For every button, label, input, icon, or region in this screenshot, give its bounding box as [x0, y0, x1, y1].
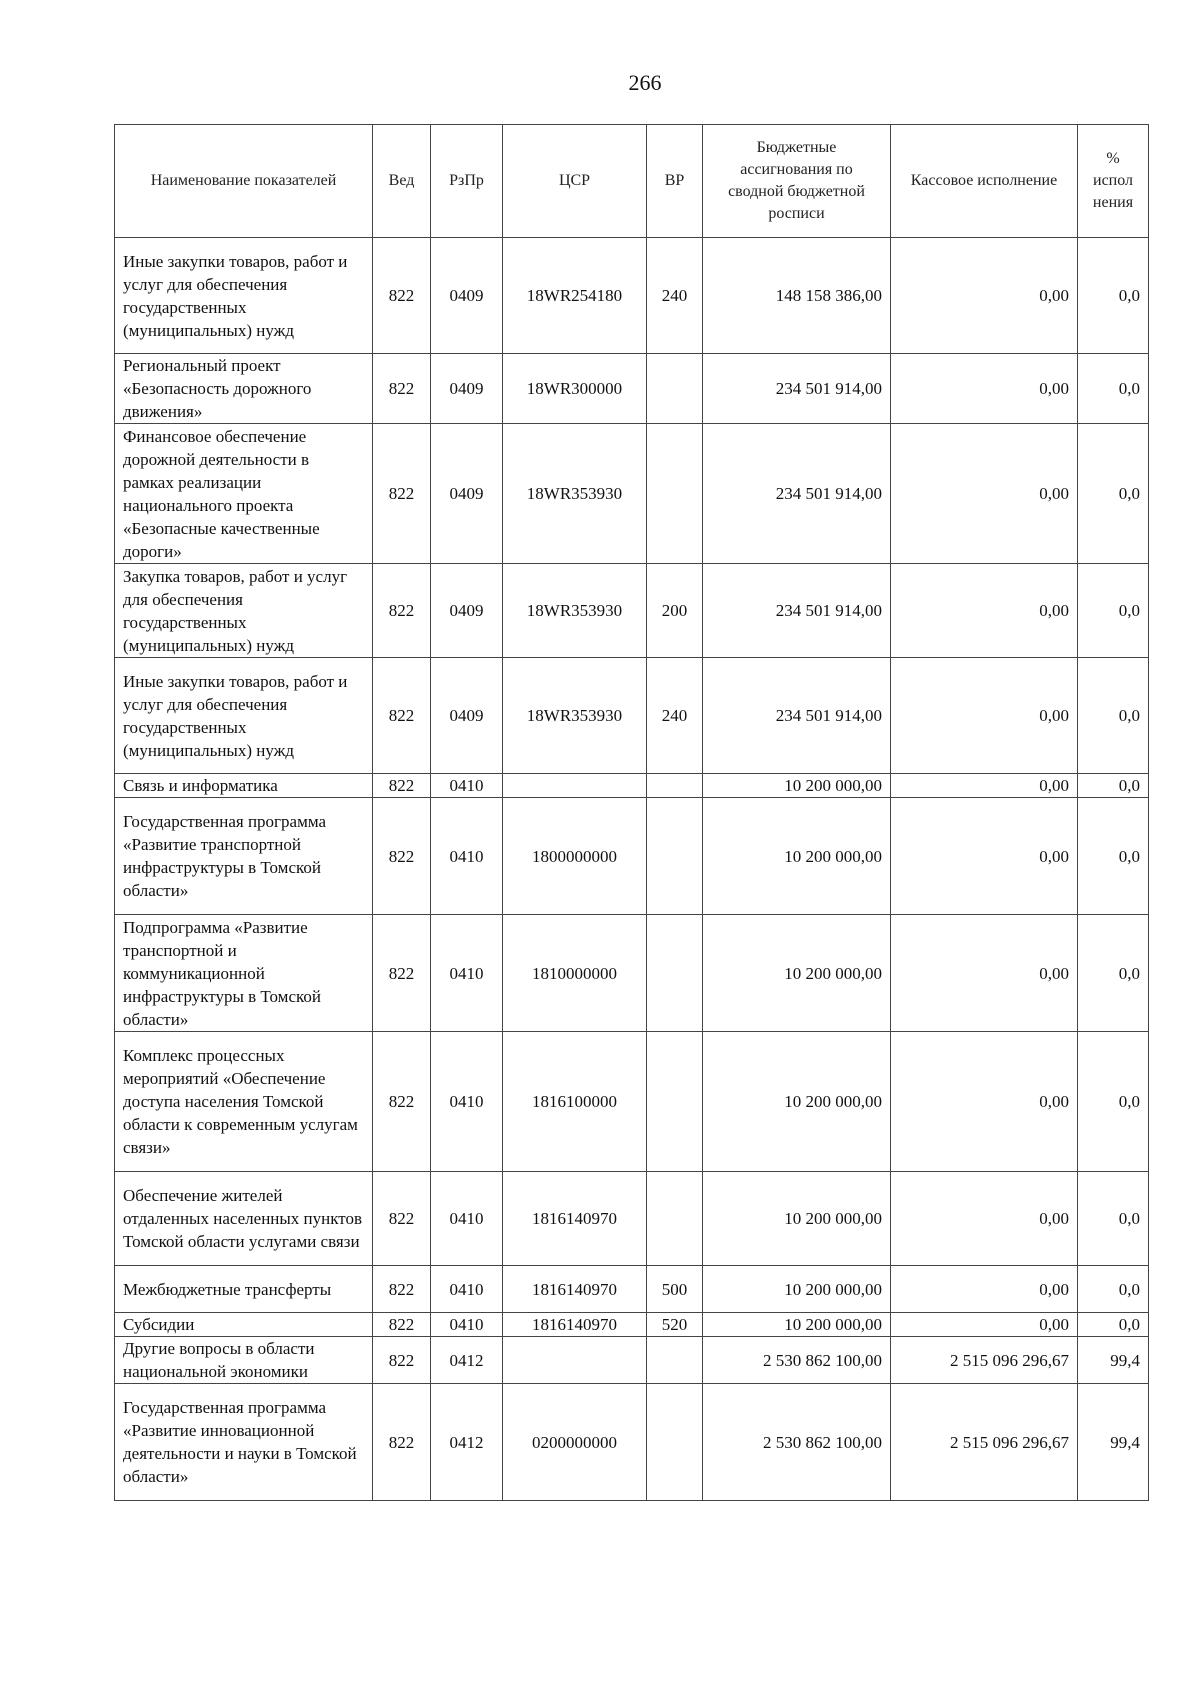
cell-cash: 0,00	[891, 238, 1078, 354]
cell-pct: 0,0	[1078, 1266, 1149, 1313]
cell-pct: 0,0	[1078, 238, 1149, 354]
header-name: Наименование показателей	[115, 125, 373, 238]
cell-ved: 822	[373, 354, 431, 424]
cell-name: Государственная программа «Развитие транспортной инфраструктуры в Томской области»	[115, 798, 373, 915]
cell-vr	[647, 1172, 703, 1266]
table-row	[115, 354, 1149, 424]
table-row	[115, 774, 1149, 798]
cell-rzpr: 0410	[431, 1032, 503, 1172]
header-cash: Кассовое исполнение	[891, 125, 1078, 238]
cell-rzpr: 0409	[431, 238, 503, 354]
cell-vr	[647, 354, 703, 424]
header-csr: ЦСР	[503, 125, 647, 238]
cell-ved: 822	[373, 1384, 431, 1501]
cell-rzpr: 0410	[431, 1266, 503, 1313]
cell-budget: 2 530 862 100,00	[703, 1337, 891, 1384]
cell-pct: 0,0	[1078, 424, 1149, 564]
cell-rzpr: 0410	[431, 774, 503, 798]
cell-csr: 1810000000	[503, 915, 647, 1032]
cell-name: Связь и информатика	[115, 774, 373, 798]
table-row	[115, 238, 1149, 354]
cell-ved: 822	[373, 1313, 431, 1337]
budget-table	[114, 124, 1149, 1501]
cell-rzpr: 0409	[431, 424, 503, 564]
cell-ved: 822	[373, 658, 431, 774]
table-row	[115, 658, 1149, 774]
cell-budget: 234 501 914,00	[703, 658, 891, 774]
cell-cash: 0,00	[891, 424, 1078, 564]
cell-pct: 99,4	[1078, 1384, 1149, 1501]
cell-vr: 200	[647, 564, 703, 658]
header-vr: ВР	[647, 125, 703, 238]
cell-vr	[647, 1032, 703, 1172]
cell-ved: 822	[373, 774, 431, 798]
cell-rzpr: 0412	[431, 1337, 503, 1384]
cell-budget: 234 501 914,00	[703, 424, 891, 564]
header-ved: Вед	[373, 125, 431, 238]
cell-ved: 822	[373, 1337, 431, 1384]
cell-pct: 0,0	[1078, 658, 1149, 774]
cell-pct: 99,4	[1078, 1337, 1149, 1384]
cell-csr: 1816140970	[503, 1266, 647, 1313]
cell-csr: 0200000000	[503, 1384, 647, 1501]
table-row	[115, 424, 1149, 564]
cell-budget: 10 200 000,00	[703, 1172, 891, 1266]
cell-csr: 18WR300000	[503, 354, 647, 424]
cell-rzpr: 0409	[431, 354, 503, 424]
cell-vr: 240	[647, 238, 703, 354]
cell-name: Закупка товаров, работ и услуг для обеспечения государственных (муниципальных) нужд	[115, 564, 373, 658]
cell-pct: 0,0	[1078, 1172, 1149, 1266]
cell-budget: 10 200 000,00	[703, 774, 891, 798]
cell-rzpr: 0410	[431, 915, 503, 1032]
cell-ved: 822	[373, 915, 431, 1032]
table-row	[115, 1384, 1149, 1501]
cell-name: Межбюджетные трансферты	[115, 1266, 373, 1313]
cell-vr	[647, 1384, 703, 1501]
cell-vr	[647, 424, 703, 564]
table-row	[115, 915, 1149, 1032]
cell-csr: 18WR353930	[503, 424, 647, 564]
cell-budget: 234 501 914,00	[703, 564, 891, 658]
header-pct: % испол нения	[1078, 125, 1149, 238]
table-row	[115, 798, 1149, 915]
cell-rzpr: 0409	[431, 658, 503, 774]
cell-pct: 0,0	[1078, 354, 1149, 424]
cell-pct: 0,0	[1078, 915, 1149, 1032]
cell-ved: 822	[373, 798, 431, 915]
cell-csr	[503, 774, 647, 798]
cell-cash: 0,00	[891, 658, 1078, 774]
table-row	[115, 1337, 1149, 1384]
page-number: 266	[628, 70, 662, 95]
cell-name: Другие вопросы в области национальной экономики	[115, 1337, 373, 1384]
cell-cash: 0,00	[891, 774, 1078, 798]
table-row	[115, 1172, 1149, 1266]
cell-cash: 0,00	[891, 1172, 1078, 1266]
cell-vr: 240	[647, 658, 703, 774]
cell-ved: 822	[373, 1266, 431, 1313]
cell-ved: 822	[373, 1032, 431, 1172]
cell-name: Субсидии	[115, 1313, 373, 1337]
cell-vr: 520	[647, 1313, 703, 1337]
cell-name: Региональный проект «Безопасность дорожного движения»	[115, 354, 373, 424]
cell-cash: 0,00	[891, 1313, 1078, 1337]
cell-csr: 18WR353930	[503, 564, 647, 658]
cell-pct: 0,0	[1078, 774, 1149, 798]
table-row	[115, 1313, 1149, 1337]
cell-budget: 10 200 000,00	[703, 1313, 891, 1337]
cell-name: Государственная программа «Развитие инновационной деятельности и науки в Томской области»	[115, 1384, 373, 1501]
cell-ved: 822	[373, 238, 431, 354]
cell-budget: 10 200 000,00	[703, 1032, 891, 1172]
table-header-row	[115, 125, 1149, 238]
cell-cash: 0,00	[891, 564, 1078, 658]
cell-budget: 234 501 914,00	[703, 354, 891, 424]
header-budget: Бюджетные ассигнования по сводной бюджетной росписи	[703, 125, 891, 238]
cell-cash: 2 515 096 296,67	[891, 1384, 1078, 1501]
cell-rzpr: 0410	[431, 798, 503, 915]
header-rzpr: РзПр	[431, 125, 503, 238]
cell-pct: 0,0	[1078, 798, 1149, 915]
cell-csr: 18WR254180	[503, 238, 647, 354]
cell-csr	[503, 1337, 647, 1384]
cell-rzpr: 0409	[431, 564, 503, 658]
table-body	[115, 238, 1149, 1501]
cell-name: Подпрограмма «Развитие транспортной и коммуникационной инфраструктуры в Томской области»	[115, 915, 373, 1032]
cell-csr: 18WR353930	[503, 658, 647, 774]
cell-name: Комплекс процессных мероприятий «Обеспечение доступа населения Томской области к современным услугам связи»	[115, 1032, 373, 1172]
cell-rzpr: 0410	[431, 1172, 503, 1266]
cell-cash: 0,00	[891, 354, 1078, 424]
cell-csr: 1800000000	[503, 798, 647, 915]
table-row	[115, 1032, 1149, 1172]
cell-vr	[647, 774, 703, 798]
cell-cash: 0,00	[891, 1266, 1078, 1313]
cell-vr	[647, 1337, 703, 1384]
table-row	[115, 1266, 1149, 1313]
cell-budget: 2 530 862 100,00	[703, 1384, 891, 1501]
cell-rzpr: 0412	[431, 1384, 503, 1501]
cell-cash: 2 515 096 296,67	[891, 1337, 1078, 1384]
cell-cash: 0,00	[891, 915, 1078, 1032]
cell-name: Обеспечение жителей отдаленных населенных пунктов Томской области услугами связи	[115, 1172, 373, 1266]
cell-csr: 1816100000	[503, 1032, 647, 1172]
cell-csr: 1816140970	[503, 1172, 647, 1266]
cell-pct: 0,0	[1078, 1032, 1149, 1172]
cell-pct: 0,0	[1078, 564, 1149, 658]
cell-name: Иные закупки товаров, работ и услуг для обеспечения государственных (муниципальных) нужд	[115, 238, 373, 354]
cell-budget: 148 158 386,00	[703, 238, 891, 354]
cell-cash: 0,00	[891, 1032, 1078, 1172]
cell-ved: 822	[373, 424, 431, 564]
cell-name: Финансовое обеспечение дорожной деятельности в рамках реализации национального проекта «Безопасные качественные дороги»	[115, 424, 373, 564]
cell-vr	[647, 915, 703, 1032]
cell-budget: 10 200 000,00	[703, 915, 891, 1032]
cell-vr: 500	[647, 1266, 703, 1313]
cell-name: Иные закупки товаров, работ и услуг для обеспечения государственных (муниципальных) нужд	[115, 658, 373, 774]
cell-budget: 10 200 000,00	[703, 798, 891, 915]
cell-pct: 0,0	[1078, 1313, 1149, 1337]
cell-cash: 0,00	[891, 798, 1078, 915]
cell-vr	[647, 798, 703, 915]
cell-ved: 822	[373, 564, 431, 658]
cell-csr: 1816140970	[503, 1313, 647, 1337]
cell-rzpr: 0410	[431, 1313, 503, 1337]
cell-ved: 822	[373, 1172, 431, 1266]
cell-budget: 10 200 000,00	[703, 1266, 891, 1313]
table-row	[115, 564, 1149, 658]
